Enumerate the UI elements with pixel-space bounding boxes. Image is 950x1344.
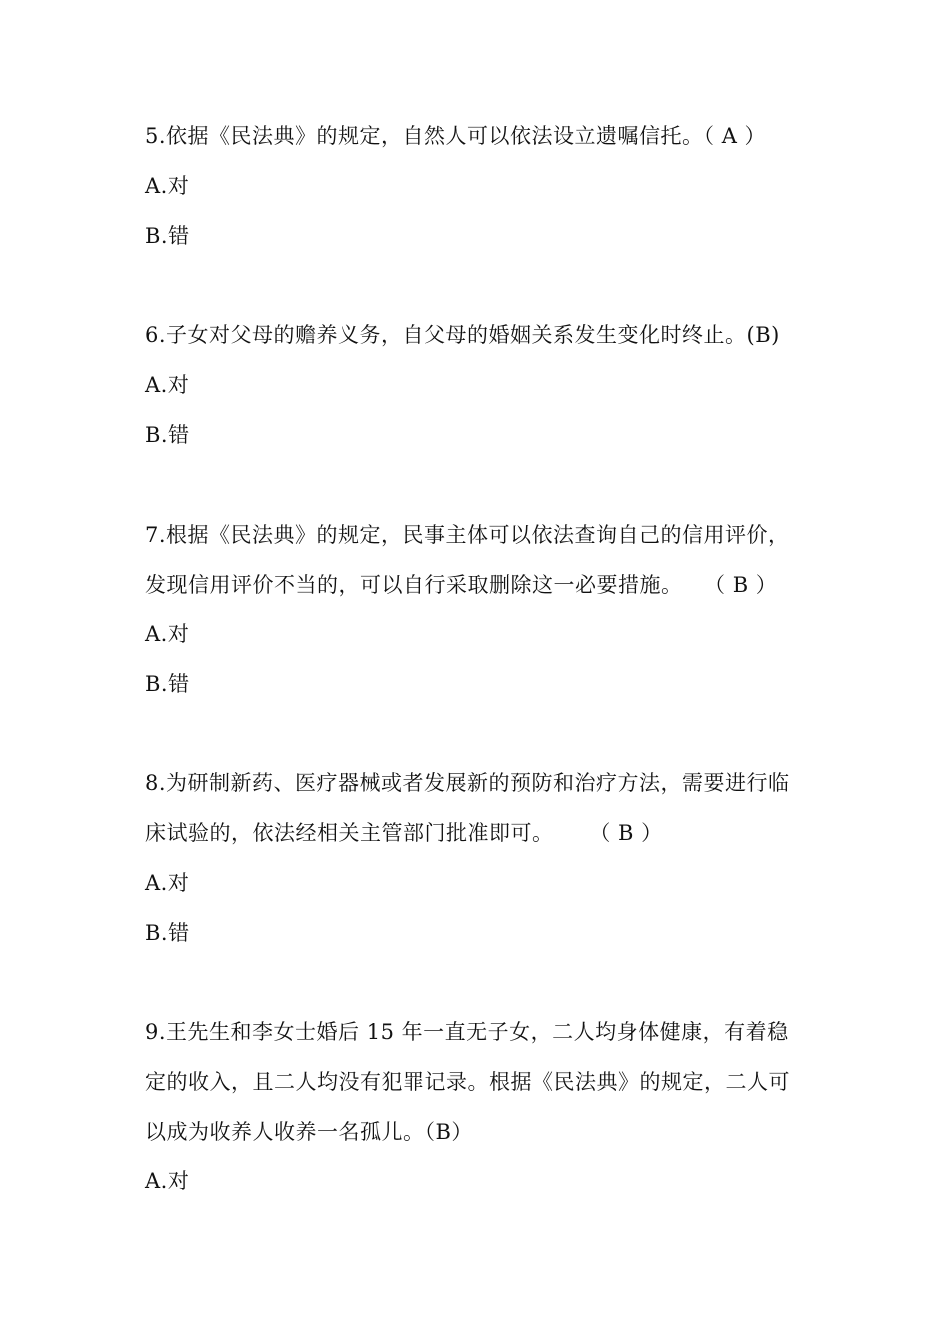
question-7-option-a: A.对 xyxy=(145,622,190,646)
question-6-text: 6.子女对父母的赡养义务，自父母的婚姻关系发生变化时终止。(B) xyxy=(145,323,780,347)
question-9-text-line-2: 定的收入，且二人均没有犯罪记录。根据《民法典》的规定，二人可 xyxy=(145,1070,790,1094)
question-8-option-b: B.错 xyxy=(145,921,190,945)
question-9-text-line-3: 以成为收养人收养一名孤儿。（B） xyxy=(145,1120,473,1144)
question-8-option-a: A.对 xyxy=(145,871,190,895)
question-9-option-a: A.对 xyxy=(145,1169,190,1193)
question-9-text-line-1: 9.王先生和李女士婚后 15 年一直无子女，二人均身体健康，有着稳 xyxy=(145,1020,789,1044)
question-5-option-a: A.对 xyxy=(145,174,190,198)
question-7-text-line-2: 发现信用评价不当的，可以自行采取删除这一必要措施。 （ B ） xyxy=(145,573,778,597)
question-5-option-b: B.错 xyxy=(145,224,190,248)
question-7-option-b: B.错 xyxy=(145,672,190,696)
question-8-text-line-2: 床试验的，依法经相关主管部门批准即可。 （ B ） xyxy=(145,821,663,845)
question-6-option-b: B.错 xyxy=(145,423,190,447)
question-7-text-line-1: 7.根据《民法典》的规定，民事主体可以依法查询自己的信用评价， xyxy=(145,523,790,547)
question-5-text: 5.依据《民法典》的规定，自然人可以依法设立遗嘱信托。（ A ） xyxy=(145,124,767,148)
question-8-text-line-1: 8.为研制新药、医疗器械或者发展新的预防和治疗方法，需要进行临 xyxy=(145,771,790,795)
question-6-option-a: A.对 xyxy=(145,373,190,397)
